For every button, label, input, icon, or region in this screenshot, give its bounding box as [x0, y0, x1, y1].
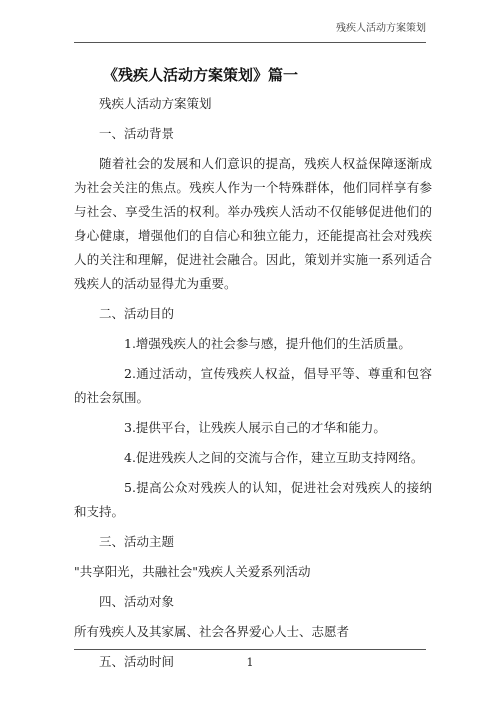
section-heading-time: 五、活动时间 [99, 654, 175, 669]
purpose-item-4: 4.促进残疾人之间的交流与合作，建立互助支持网络。 [124, 450, 424, 465]
document-title: 《残疾人活动方案策划》篇一 [103, 66, 299, 84]
section-heading-theme: 三、活动主题 [99, 534, 175, 549]
footer-divider [74, 649, 426, 650]
page-number: 1 [246, 656, 254, 669]
purpose-item-1: 1.增强残疾人的社会参与感，提升他们的生活质量。 [124, 336, 411, 351]
header-divider [74, 42, 426, 43]
background-paragraph: 随着社会的发展和人们意识的提高，残疾人权益保障逐渐成为社会关注的焦点。残疾人作为一个特殊群体，他们同样享有参与社会、享受生活的权利。举办残疾人活动不仅能够促进他们的身心健康，增强他们的自信心和独立能力，还能提高社会对残疾人的关注和理解，促进社会融合。因此，策划并实施一系列适合残疾人的活动显得尤为重要。 [74, 156, 432, 291]
purpose-item-5: 5.提高公众对残疾人的认知，促进社会对残疾人的接纳和支持。 [74, 480, 432, 519]
section-heading-audience: 四、活动对象 [99, 594, 175, 609]
purpose-item-2: 2.通过活动，宣传残疾人权益，倡导平等、尊重和包容的社会氛围。 [74, 366, 432, 405]
audience-text: 所有残疾人及其家属、社会各界爱心人士、志愿者 [74, 624, 350, 639]
purpose-item-3: 3.提供平台，让残疾人展示自己的才华和能力。 [124, 420, 386, 435]
document-body [74, 92, 432, 680]
section-heading-purpose: 二、活动目的 [99, 306, 175, 321]
subtitle-line: 残疾人活动方案策划 [99, 96, 212, 111]
header-title: 残疾人活动方案策划 [336, 23, 426, 34]
section-heading-background: 一、活动背景 [99, 126, 175, 141]
theme-text: "共享阳光，共融社会"残疾人关爱系列活动 [74, 564, 311, 579]
